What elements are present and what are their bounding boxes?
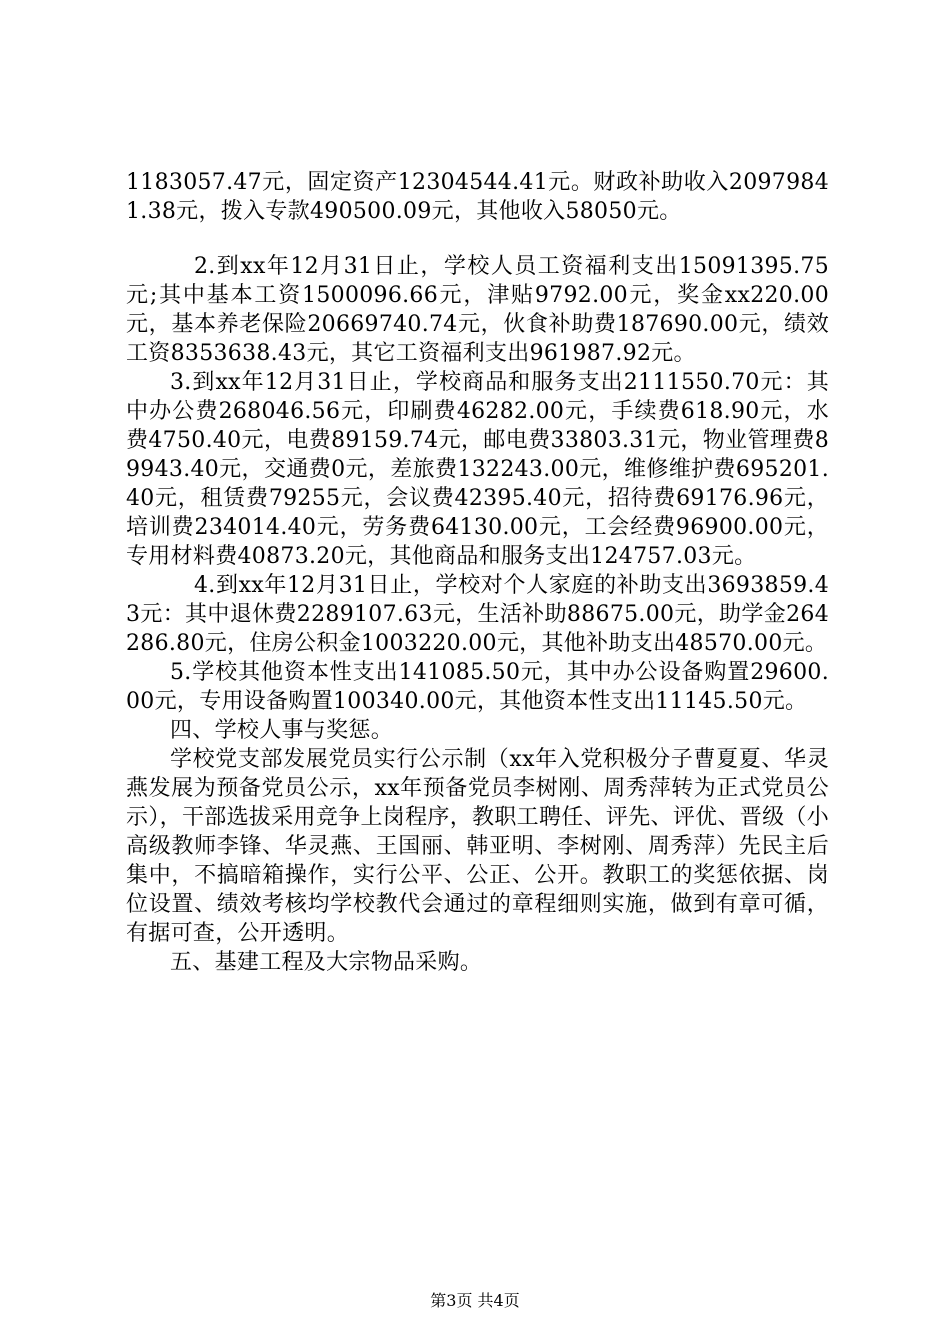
paragraph-personnel-discipline: 学校党支部发展党员实行公示制（xx年入党积极分子曹夏夏、华灵燕发展为预备党员公示，xx年预备党员李树刚、周秀萍转为正式党员公示），干部选拔采用竞争上岗程序，教职工聘任、评先、评优、晋级（小高级教师李锋、华灵燕、王国丽、韩亚明、李树刚、周秀萍）先民主后集中，不搞暗箱操作，实行公平、公正、公开。教职工的奖惩依据、岗位设置、绩效考核均学校教代会通过的章程细则实施，做到有章可循，有据可查，公开透明。 xyxy=(126,747,829,946)
page-number: 第3页 共4页 xyxy=(430,1291,520,1310)
section-heading-procurement: 五、基建工程及大宗物品采购。 xyxy=(170,950,483,975)
paragraph-personnel-expenses: 2.到xx年12月31日止，学校人员工资福利支出15091395.75元;其中基本工资1500096.66元，津贴9792.00元，奖金xx220.00元，基本养老保险20669740.74元，伙食补助费187690.00元，绩效工资8353638.43元，其它工资福利支出961987.92元。 xyxy=(126,254,829,366)
paragraph-household-subsidy: 4.到xx年12月31日止，学校对个人家庭的补助支出3693859.43元：其中退休费2289107.63元，生活补助88675.00元，助学金264286.80元，住房公积金1003220.00元，其他补助支出48570.00元。 xyxy=(126,573,829,656)
paragraph-income-summary: 1183057.47元，固定资产12304544.41元。财政补助收入20979841.38元，拨入专款490500.09元，其他收入58050元。 xyxy=(126,170,829,224)
section-heading-personnel: 四、学校人事与奖惩。 xyxy=(170,718,394,743)
paragraph-goods-services-expenses: 3.到xx年12月31日止，学校商品和服务支出2111550.70元：其中办公费268046.56元，印刷费46282.00元，手续费618.90元，水费4750.40元，电费89159.74元，邮电费33803.31元，物业管理费89943.40元，交通费0元，差旅费132243.00元，维修维护费695201.40元，租赁费79255元，会议费42395.40元，招待费69176.96元，培训费234014.40元，劳务费64130.00元，工会经费96900.00元，专用材料费40873.20元，其他商品和服务支出124757.03元。 xyxy=(126,370,829,569)
document-body xyxy=(126,168,829,977)
paragraph-capital-expenses: 5.学校其他资本性支出141085.50元，其中办公设备购置29600.00元，专用设备购置100340.00元，其他资本性支出11145.50元。 xyxy=(126,660,829,714)
